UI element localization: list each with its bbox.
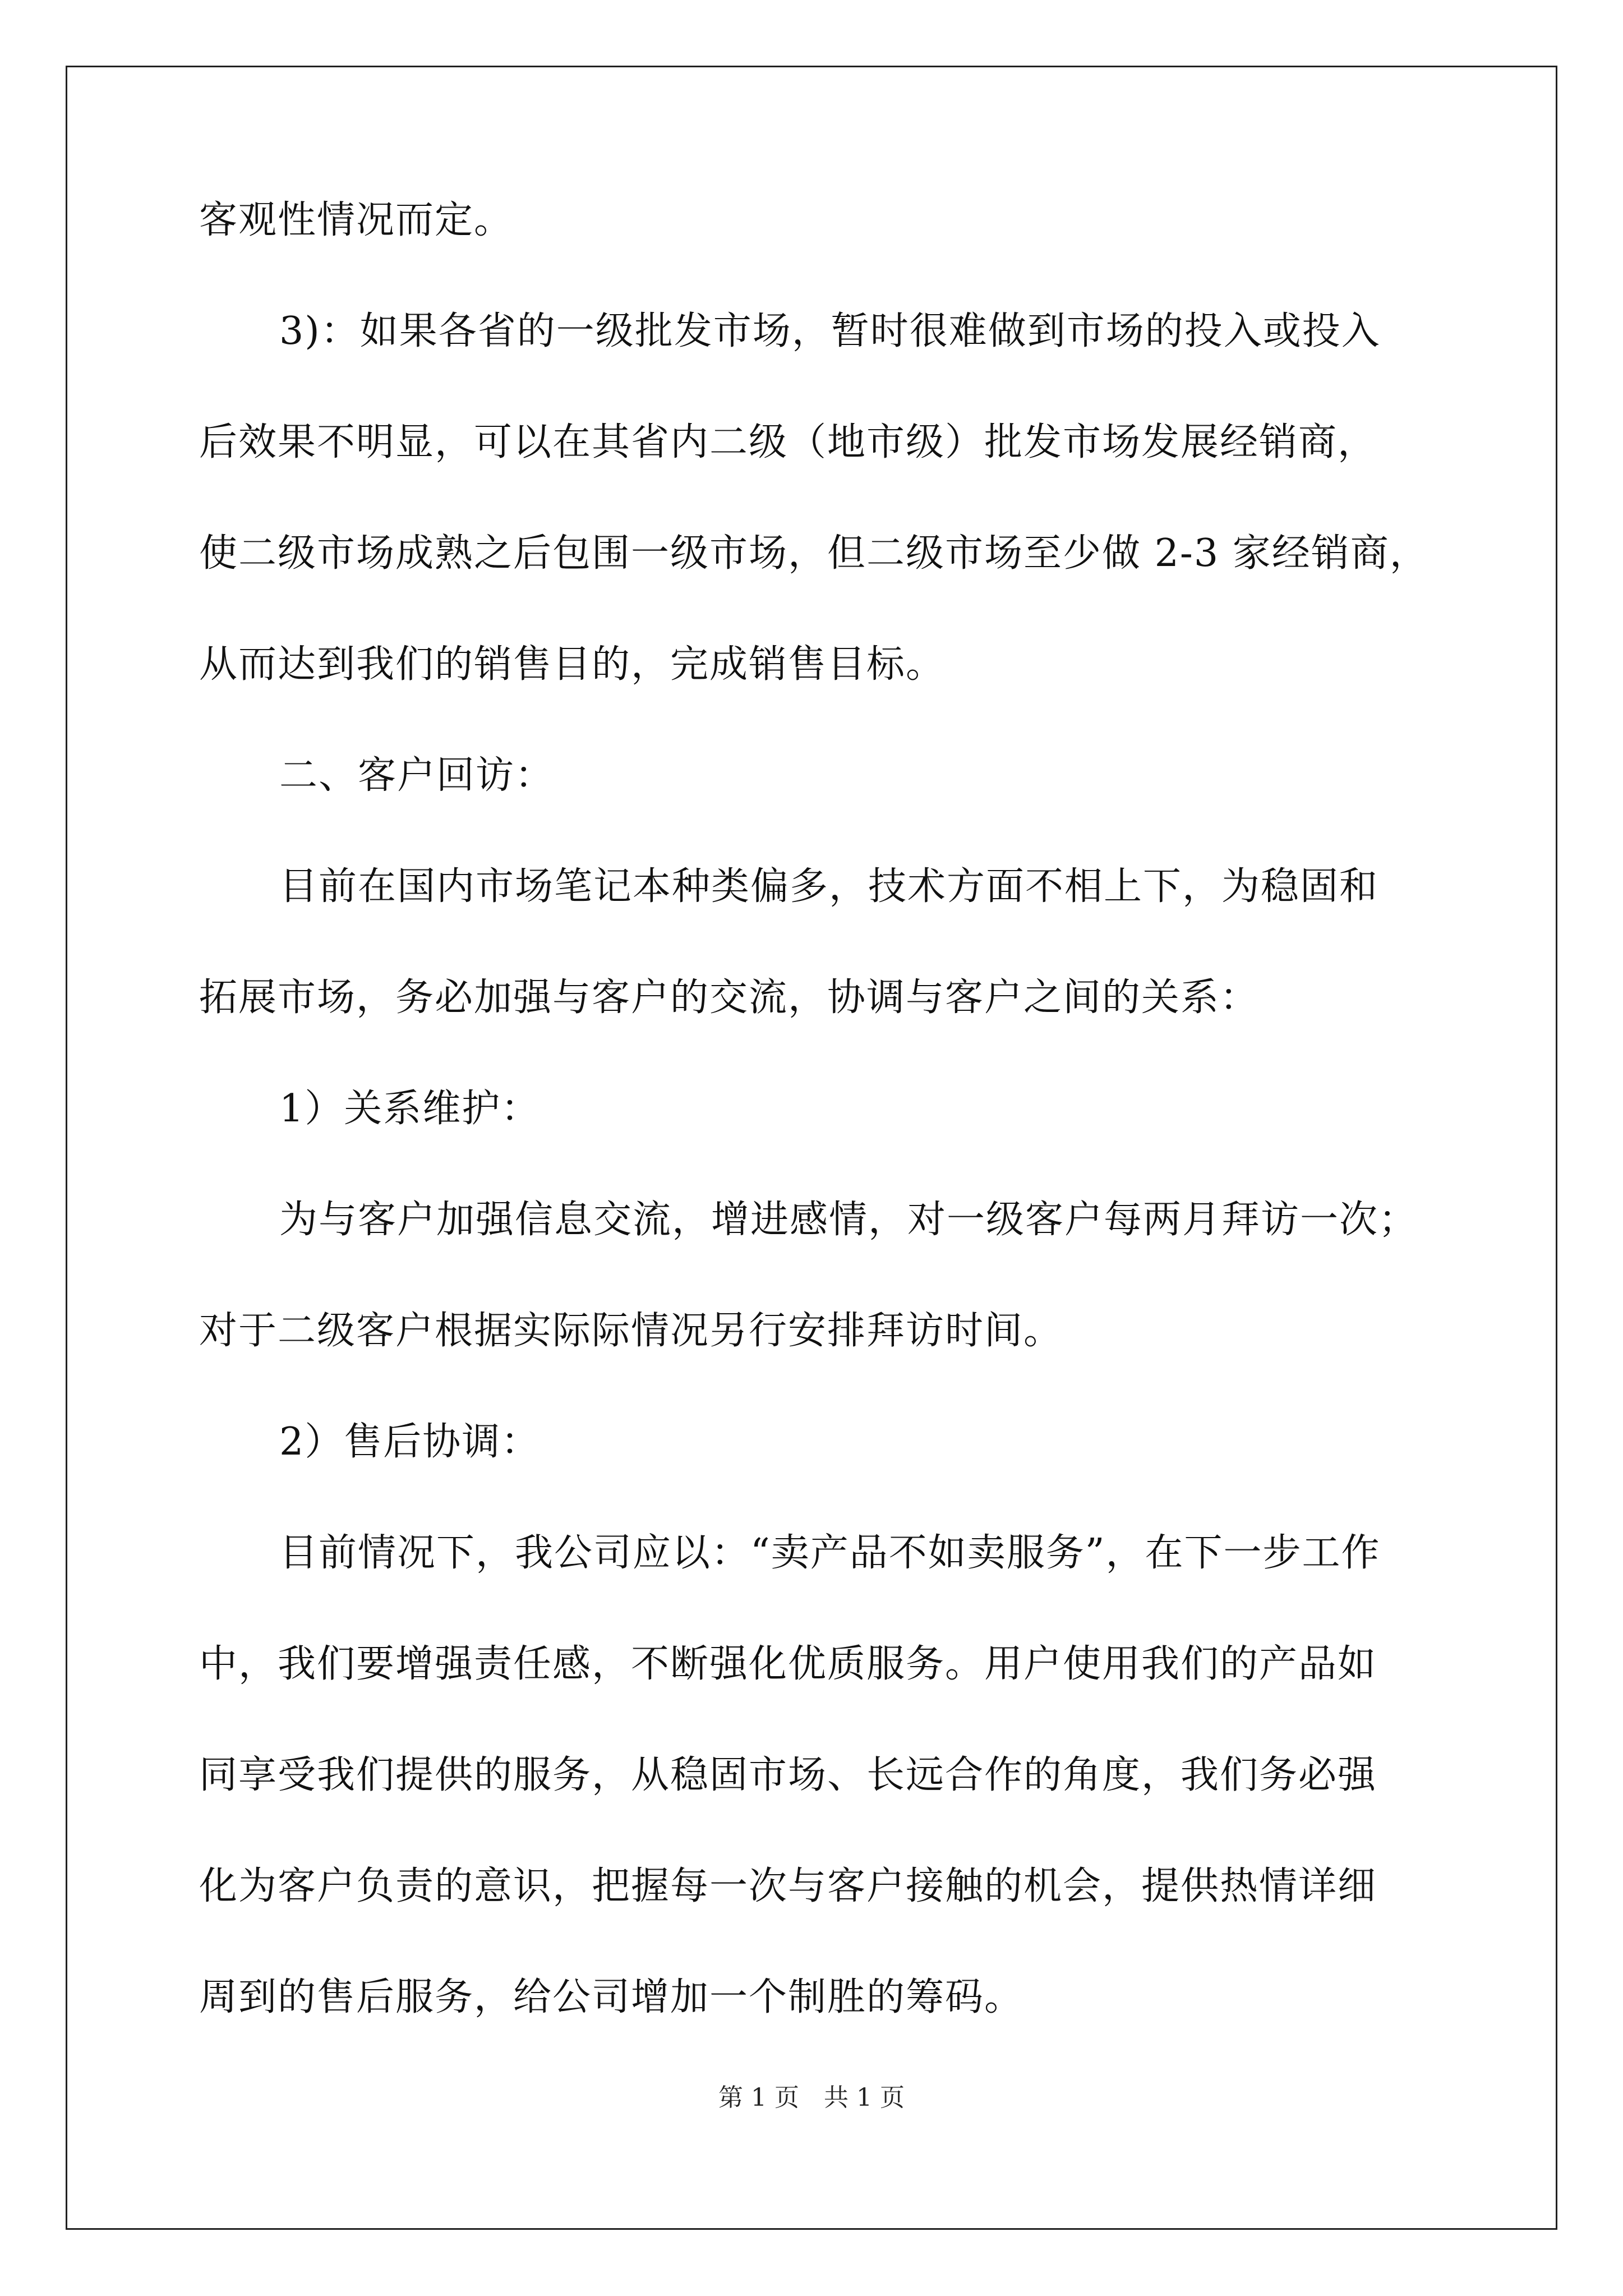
page-number-total: 共 1 页: [824, 2083, 905, 2112]
page-footer: [0, 2081, 1623, 2115]
text-line: 对于二级客户根据实际际情况另行安排拜访时间。: [199, 1309, 1063, 1353]
text-line: 化为客户负责的意识，把握每一次与客户接触的机会，提供热情详细: [199, 1864, 1377, 1908]
text-line: 使二级市场成熟之后包围一级市场，但二级市场至少做 2-3 家经销商，: [199, 531, 1429, 576]
text-line: 同享受我们提供的服务，从稳固市场、长远合作的角度，我们务必强: [199, 1753, 1377, 1797]
subsection-heading: 1）关系维护：: [279, 1087, 541, 1131]
text-line: 后效果不明显，可以在其省内二级（地市级）批发市场发展经销商，: [199, 420, 1377, 464]
text-line: 从而达到我们的销售目的，完成销售目标。: [199, 642, 946, 687]
text-line: 中，我们要增强责任感，不断强化优质服务。用户使用我们的产品如: [199, 1642, 1377, 1686]
text-line: 目前在国内市场笔记本种类偏多，技术方面不相上下，为稳固和: [279, 864, 1379, 909]
subsection-heading: 2）售后协调：: [279, 1420, 541, 1464]
page-number-current: 第 1 页: [718, 2083, 799, 2112]
text-line: 客观性情况而定。: [199, 198, 514, 242]
text-line: 目前情况下，我公司应以：“卖产品不如卖服务”，在下一步工作: [279, 1531, 1381, 1575]
text-line: 为与客户加强信息交流，增进感情，对一级客户每两月拜访一次；: [279, 1198, 1418, 1242]
text-line: 周到的售后服务，给公司增加一个制胜的筹码。: [199, 1975, 1024, 2019]
section-heading: 二、客户回访：: [279, 753, 555, 798]
text-line: 3)：如果各省的一级批发市场，暂时很难做到市场的投入或投入: [279, 309, 1381, 353]
text-line: 拓展市场，务必加强与客户的交流，协调与客户之间的关系：: [199, 976, 1260, 1020]
